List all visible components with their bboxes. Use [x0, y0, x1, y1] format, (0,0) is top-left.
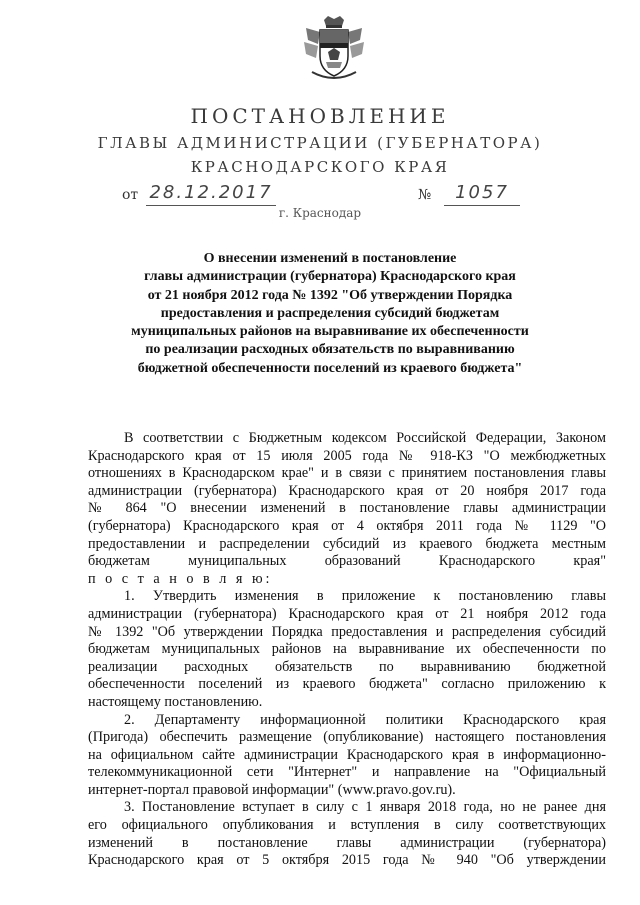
title-line: от 21 ноября 2012 года № 1392 "Об утверждении Порядка [147, 287, 513, 303]
body-line: отношениях в Краснодарском крае" и в связи с принятием постановления главы [88, 465, 606, 482]
body-line: № 1392 "Об утверждении Порядка предоставления и распределения субсидий [88, 623, 606, 640]
body-line: его официального опубликования и вступления в силу соответствующих [88, 817, 606, 834]
body-line: предоставлении и распределении субсидий из краевого бюджета местным [88, 535, 606, 552]
body-line: 2. Департаменту информационной политики Краснодарского края [124, 711, 606, 728]
document-date: 28.12.2017 [146, 181, 276, 206]
body-line: изменений в постановление главы администрации (губернатора) [88, 834, 606, 851]
body-line: (губернатора) Краснодарского края от 4 октября 2011 года № 1129 "О [88, 517, 606, 534]
body-line: интернет-портал правовой информации" (www.pravo.gov.ru). [88, 781, 456, 798]
title-line: муниципальных районов на выравнивание их обеспеченности [131, 324, 529, 340]
number-label: № [418, 187, 432, 203]
body-line: бюджетам муниципальных образований Краснодарского края" [88, 553, 606, 570]
title-line: бюджетной обеспеченности поселений из краевого бюджета" [137, 360, 523, 376]
title-line: предоставления и распределения субсидий бюджетам [160, 305, 500, 321]
issuer-heading: ГЛАВЫ АДМИНИСТРАЦИИ (ГУБЕРНАТОРА) [97, 134, 543, 152]
title-line: главы администрации (губернатора) Краснодарского края [144, 269, 516, 285]
document-type-heading: ПОСТАНОВЛЕНИЕ [190, 104, 450, 128]
document-title [120, 250, 540, 378]
body-line: реализации расходных обязательств по выравниванию бюджетной [88, 658, 606, 675]
body-line: № 864 "О внесении изменений в постановление главы администрации [88, 500, 606, 517]
body-line: бюджетам муниципальных районов на выравнивание их обеспеченности по [88, 641, 606, 658]
body-line: В соответствии с Бюджетным кодексом Российской Федерации, Законом [124, 430, 606, 446]
city-label: г. Краснодар [278, 206, 362, 220]
document-number: 1057 [444, 181, 520, 206]
resolution-word: п о с т а н о в л я ю: [88, 570, 273, 587]
body-line: Краснодарского края от 15 июля 2005 года № 918-КЗ "О межбюджетных [88, 447, 606, 464]
body-line: настоящему постановлению. [88, 693, 263, 710]
coat-of-arms-emblem [302, 14, 366, 84]
document-body [88, 430, 606, 870]
body-line: на официальном сайте администрации Краснодарского края в информационно- [88, 746, 606, 763]
body-line: Краснодарского края от 5 октября 2015 года № 940 "Об утверждении [88, 852, 606, 869]
title-line: по реализации расходных обязательств по выравниванию [145, 342, 515, 358]
body-line: администрации (губернатора) Краснодарского края от 20 ноября 2017 года [88, 482, 606, 499]
title-line: О внесении изменений в постановление [203, 251, 457, 266]
body-line: обеспеченности поселений из краевого бюджета" согласно приложению к [88, 676, 606, 693]
body-line: (Пригода) обеспечить размещение (опубликование) настоящего постановления [88, 729, 606, 746]
body-line: 3. Постановление вступает в силу с 1 января 2018 года, но не ранее дня [124, 799, 606, 816]
body-line: телекоммуникационной сети "Интернет" и направление на "Официальный [88, 764, 606, 781]
date-number-line [0, 181, 640, 207]
body-line: 1. Утвердить изменения в приложение к постановлению главы [124, 588, 606, 605]
body-line: администрации (губернатора) Краснодарского края от 21 ноября 2012 года [88, 605, 606, 622]
date-label: от [122, 187, 139, 203]
region-heading: КРАСНОДАРСКОГО КРАЯ [190, 158, 450, 176]
